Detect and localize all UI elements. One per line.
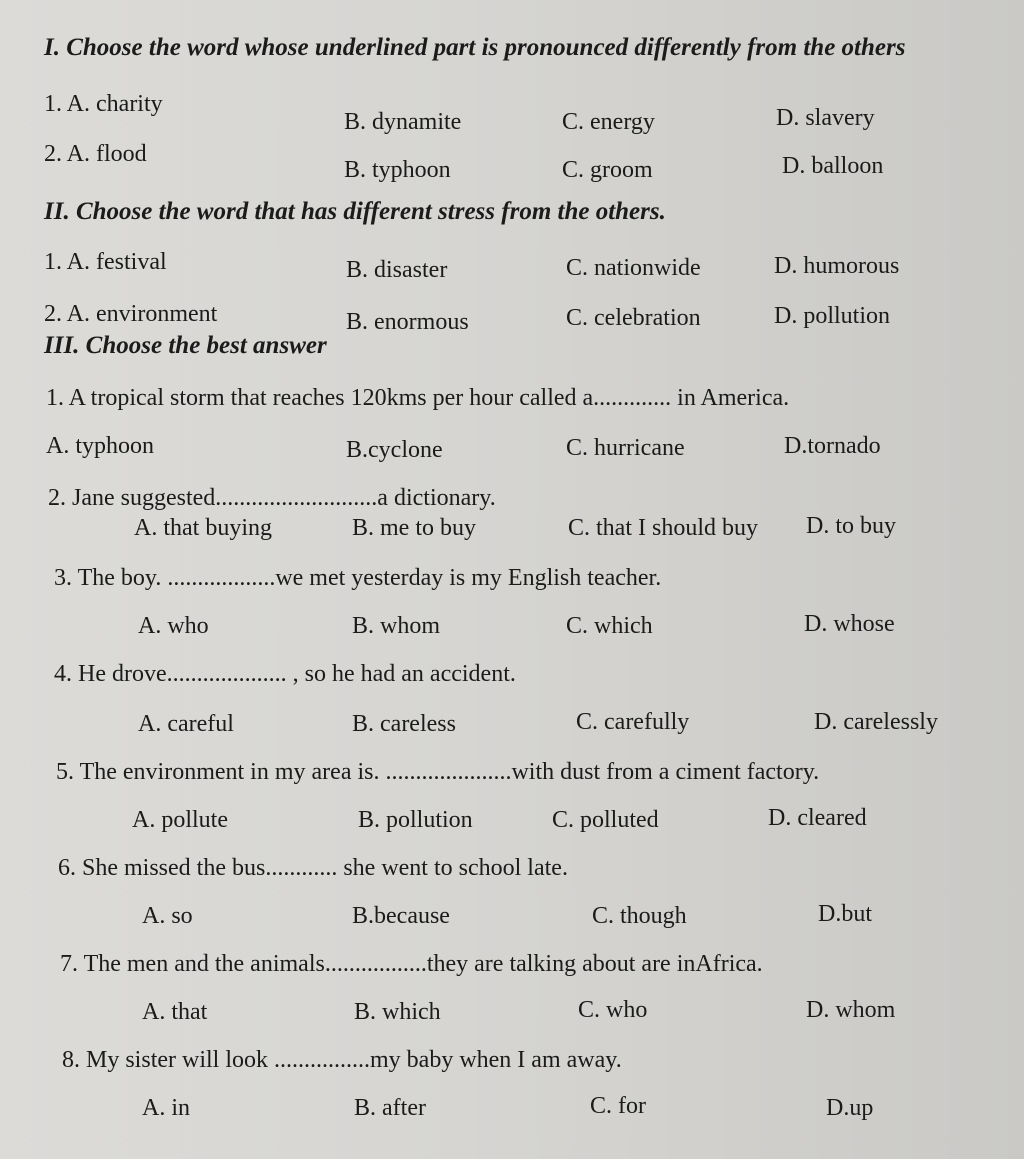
s3-q8-option-a: A. in xyxy=(142,1095,190,1121)
s3-q3-option-c: C. which xyxy=(566,613,653,639)
s3-q5-stem: 5. The environment in my area is. .....................with dust from a ciment factory. xyxy=(56,759,820,785)
s1-q2-option-d: D. balloon xyxy=(782,153,884,179)
s2-q2-option-a: 2. A. environment xyxy=(44,301,218,327)
s3-q3-option-b: B. whom xyxy=(352,613,441,639)
section-2-heading: II. Choose the word that has different stress from the others. xyxy=(44,198,666,225)
s3-q6-option-d: D.but xyxy=(818,901,872,927)
s3-q2-stem: 2. Jane suggested...........................a dictionary. xyxy=(48,485,496,511)
s3-q2-option-d: D. to buy xyxy=(806,513,896,539)
s1-q2-option-c: C. groom xyxy=(562,157,653,183)
s3-q7-option-c: C. who xyxy=(578,997,648,1023)
s1-q2-option-a: 2. A. flood xyxy=(44,141,147,167)
s2-q1-option-a: 1. A. festival xyxy=(44,249,167,275)
s3-q1-stem: 1. A tropical storm that reaches 120kms per hour called a............. in America. xyxy=(46,385,790,411)
s3-q7-option-d: D. whom xyxy=(806,997,896,1023)
s2-q2-option-b: B. enormous xyxy=(346,309,469,335)
s1-q1-option-d: D. slavery xyxy=(776,105,875,131)
s3-q6-option-b: B.because xyxy=(352,903,450,929)
s2-q2-option-c: C. celebration xyxy=(566,305,701,331)
s1-q1-option-b: B. dynamite xyxy=(344,109,462,135)
s3-q7-option-a: A. that xyxy=(142,999,208,1025)
s3-q1-option-b: B.cyclone xyxy=(346,437,443,463)
s3-q2-option-a: A. that buying xyxy=(134,515,272,541)
s3-q1-option-a: A. typhoon xyxy=(46,433,154,459)
s3-q7-option-b: B. which xyxy=(354,999,441,1025)
s3-q8-option-c: C. for xyxy=(590,1093,646,1119)
s2-q1-option-b: B. disaster xyxy=(346,257,448,283)
s3-q6-stem: 6. She missed the bus............ she went to school late. xyxy=(58,855,568,881)
s1-q1-option-a: 1. A. charity xyxy=(44,91,163,117)
section-1-heading: I. Choose the word whose underlined part is pronounced differently from the others xyxy=(44,34,906,61)
s3-q4-option-b: B. careless xyxy=(352,711,456,737)
s2-q1-option-c: C. nationwide xyxy=(566,255,701,281)
s3-q4-option-a: A. careful xyxy=(138,711,234,737)
s3-q8-option-d: D.up xyxy=(826,1095,874,1121)
s3-q5-option-b: B. pollution xyxy=(358,807,473,833)
s3-q8-option-b: B. after xyxy=(354,1095,426,1121)
s3-q4-option-c: C. carefully xyxy=(576,709,690,735)
s3-q6-option-a: A. so xyxy=(142,903,193,929)
s3-q5-option-d: D. cleared xyxy=(768,805,867,831)
s3-q1-option-c: C. hurricane xyxy=(566,435,685,461)
s3-q5-option-a: A. pollute xyxy=(132,807,228,833)
s1-q1-option-c: C. energy xyxy=(562,109,655,135)
s3-q8-stem: 8. My sister will look ................my baby when I am away. xyxy=(62,1047,622,1073)
s3-q7-stem: 7. The men and the animals.................they are talking about are inAfrica. xyxy=(60,951,763,977)
s1-q2-option-b: B. typhoon xyxy=(344,157,451,183)
s3-q3-option-a: A. who xyxy=(138,613,209,639)
s3-q2-option-c: C. that I should buy xyxy=(568,515,758,541)
s3-q2-option-b: B. me to buy xyxy=(352,515,476,541)
s3-q1-option-d: D.tornado xyxy=(784,433,881,459)
s3-q3-stem: 3. The boy. ..................we met yesterday is my English teacher. xyxy=(54,565,662,591)
s3-q3-option-d: D. whose xyxy=(804,611,895,637)
s2-q2-option-d: D. pollution xyxy=(774,303,891,329)
s3-q6-option-c: C. though xyxy=(592,903,687,929)
s2-q1-option-d: D. humorous xyxy=(774,253,900,279)
s3-q4-option-d: D. carelessly xyxy=(814,709,938,735)
s3-q5-option-c: C. polluted xyxy=(552,807,659,833)
section-3-heading: III. Choose the best answer xyxy=(44,332,327,359)
s3-q4-stem: 4. He drove.................... , so he had an accident. xyxy=(54,661,516,687)
